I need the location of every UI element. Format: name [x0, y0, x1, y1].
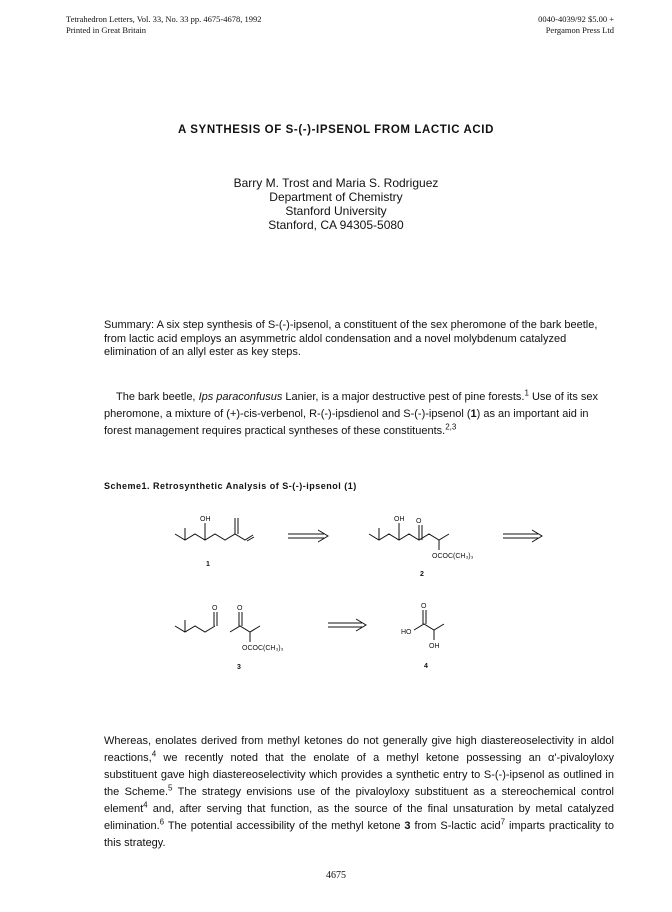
compound-ref-3: 3 — [404, 820, 411, 832]
structure-compound-2 — [369, 523, 449, 550]
intro-text-1: The bark beetle, — [116, 391, 199, 403]
summary-paragraph: Summary: A six step synthesis of S-(-)-ipsenol, a constituent of the sex pheromone of the bark beetle, from lactic acid employs an asymmetric aldol condensation and a novel molybdenum catalyzed elimination of an allyl ester as key steps. — [104, 319, 598, 358]
reference-4a: 4 — [151, 749, 157, 759]
author-university: Stanford University — [285, 204, 387, 218]
author-department: Department of Chemistry — [269, 190, 403, 204]
reference-7: 7 — [500, 817, 506, 827]
structure-compound-4 — [414, 610, 444, 640]
body-text-2: we recently noted that the enolate of a methyl ketone possessing an α'-pivaloyloxy substituent gave high diastereoselectivity which provides a synthetic entry to S-(-)-ipsenol as outlined in the Scheme. — [104, 752, 614, 798]
compound-number-2: 2 — [420, 571, 424, 578]
reference-5: 5 — [168, 783, 173, 793]
reference-4b: 4 — [143, 800, 148, 810]
label-oh-1: OH — [200, 516, 211, 523]
retro-arrow-2 — [503, 530, 542, 542]
compound-number-4: 4 — [424, 663, 428, 670]
compound-ref-1: 1 — [470, 408, 477, 420]
article-code: 0040-4039/92 $5.00 + — [538, 14, 614, 24]
intro-text-4: ) as an important aid in forest management requires practical syntheses of these constituents. — [104, 408, 589, 437]
retro-arrow-1 — [288, 530, 328, 542]
retro-arrow-3 — [328, 619, 366, 631]
body-text-7: imparts practicality to this strategy. — [104, 820, 614, 849]
body-text-1: Whereas, enolates derived from methyl ketones do not generally give high diastereoselectivity in aldol reactions, — [104, 735, 614, 764]
body-text-6: from S-lactic acid — [410, 820, 501, 832]
reference-6: 6 — [159, 817, 165, 827]
label-oh-2: OH — [394, 516, 405, 523]
compound-number-1: 1 — [206, 561, 210, 568]
intro-text-3: Use of its sex pheromone, a mixture of (+)-cis-verbenol, R-(-)-ipsdienol and S-(-)-ipsenol ( — [104, 391, 598, 420]
label-ester-3: OCOC(CH₃)₃ — [242, 645, 284, 652]
journal-citation: Tetrahedron Letters, Vol. 33, No. 33 pp. 4675-4678, 1992 — [66, 14, 262, 24]
label-o-4: O — [421, 603, 427, 610]
body-text-3: The strategy envisions use of the pivaloyloxy substituent as a stereochemical control element — [104, 786, 614, 815]
species-name: Ips paraconfusus — [198, 391, 283, 403]
label-o-2: O — [416, 518, 422, 525]
body-text-4: and, after serving that function, as the source of the final unsaturation by metal catalyzed elimination. — [104, 803, 614, 832]
author-address: Stanford, CA 94305-5080 — [268, 218, 404, 232]
label-oh-4: OH — [429, 643, 440, 650]
reference-1: 1 — [524, 388, 529, 398]
label-ho-4: HO — [401, 629, 412, 636]
intro-text-2: Lanier, is a major destructive pest of pine forests. — [282, 391, 525, 403]
author-names: Barry M. Trost and Maria S. Rodriguez — [233, 176, 439, 190]
article-title: A SYNTHESIS OF S-(-)-IPSENOL FROM LACTIC ACID — [178, 124, 494, 136]
label-ester-2: OCOC(CH₃)₃ — [432, 553, 474, 560]
publisher: Pergamon Press Ltd — [545, 25, 614, 35]
compound-number-3: 3 — [237, 664, 241, 671]
structure-compound-3 — [175, 612, 260, 642]
page-number: 4675 — [326, 870, 346, 881]
printed-location: Printed in Great Britain — [66, 25, 147, 35]
reference-2-3: 2,3 — [445, 422, 457, 432]
scheme-title: Scheme1. Retrosynthetic Analysis of S-(-)-ipsenol (1) — [104, 481, 357, 491]
body-paragraph — [104, 733, 614, 852]
label-o-3a: O — [212, 605, 218, 612]
body-text-5: The potential accessibility of the methyl ketone — [164, 820, 405, 832]
structure-compound-1 — [175, 518, 254, 541]
label-o-3b: O — [237, 605, 243, 612]
